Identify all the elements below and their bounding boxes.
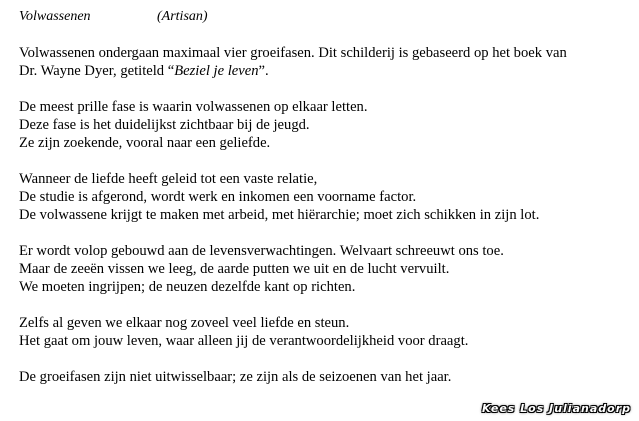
text-line-content: Het gaat om jouw leven, waar alleen jij de verantwoordelijkheid voor draagt. [19, 333, 469, 349]
text-line [19, 98, 368, 116]
text-line [19, 314, 349, 332]
text-line [19, 242, 504, 260]
text-line-content: ”. [258, 63, 269, 79]
text-line-content: Dr. Wayne Dyer, getiteld “ [19, 63, 175, 79]
text-line-content: Deze fase is het duidelijkst zichtbaar bij de jeugd. [19, 117, 310, 133]
text-line-content: Zelfs al geven we elkaar nog zoveel veel liefde en steun. [19, 315, 350, 331]
text-line-content: De studie is afgerond, wordt werk en inkomen een voorname factor. [19, 189, 417, 205]
text-line-content: Maar de zeeën vissen we leeg, de aarde putten we uit en de lucht vervuilt. [19, 261, 450, 277]
text-line-content: We moeten ingrijpen; de neuzen dezelfde kant op richten. [19, 279, 356, 295]
text-line-content: Ze zijn zoekende, vooral naar een geliefde. [19, 135, 271, 151]
document-subtitle: (Artisan) [157, 9, 208, 24]
text-line [19, 278, 355, 296]
text-line [19, 170, 317, 188]
text-line [19, 368, 451, 386]
text-line [19, 332, 468, 350]
document-title: Volwassenen [19, 9, 91, 24]
text-line-content: Er wordt volop gebouwd aan de levensverwachtingen. Welvaart schreeuwt ons toe. [19, 243, 504, 259]
text-line [19, 260, 449, 278]
text-line [19, 44, 567, 62]
text-line-content: De groeifasen zijn niet uitwisselbaar; ze zijn als de seizoenen van het jaar. [19, 369, 452, 385]
watermark-signature: Kees Los Julianadorp [481, 402, 631, 415]
text-line-content: De meest prille fase is waarin volwassenen op elkaar letten. [19, 99, 368, 115]
text-line [19, 206, 539, 224]
text-line [19, 188, 416, 206]
text-line [19, 62, 269, 80]
text-line [19, 116, 310, 134]
text-line-content: Volwassenen ondergaan maximaal vier groeifasen. Dit schilderij is gebaseerd op het boek van [19, 45, 567, 61]
book-title: Beziel je leven [174, 63, 259, 79]
text-line [19, 134, 270, 152]
text-line-content: De volwassene krijgt te maken met arbeid, met hiërarchie; moet zich schikken in zijn lot. [19, 207, 540, 223]
text-line-content: Wanneer de liefde heeft geleid tot een vaste relatie, [19, 171, 318, 187]
